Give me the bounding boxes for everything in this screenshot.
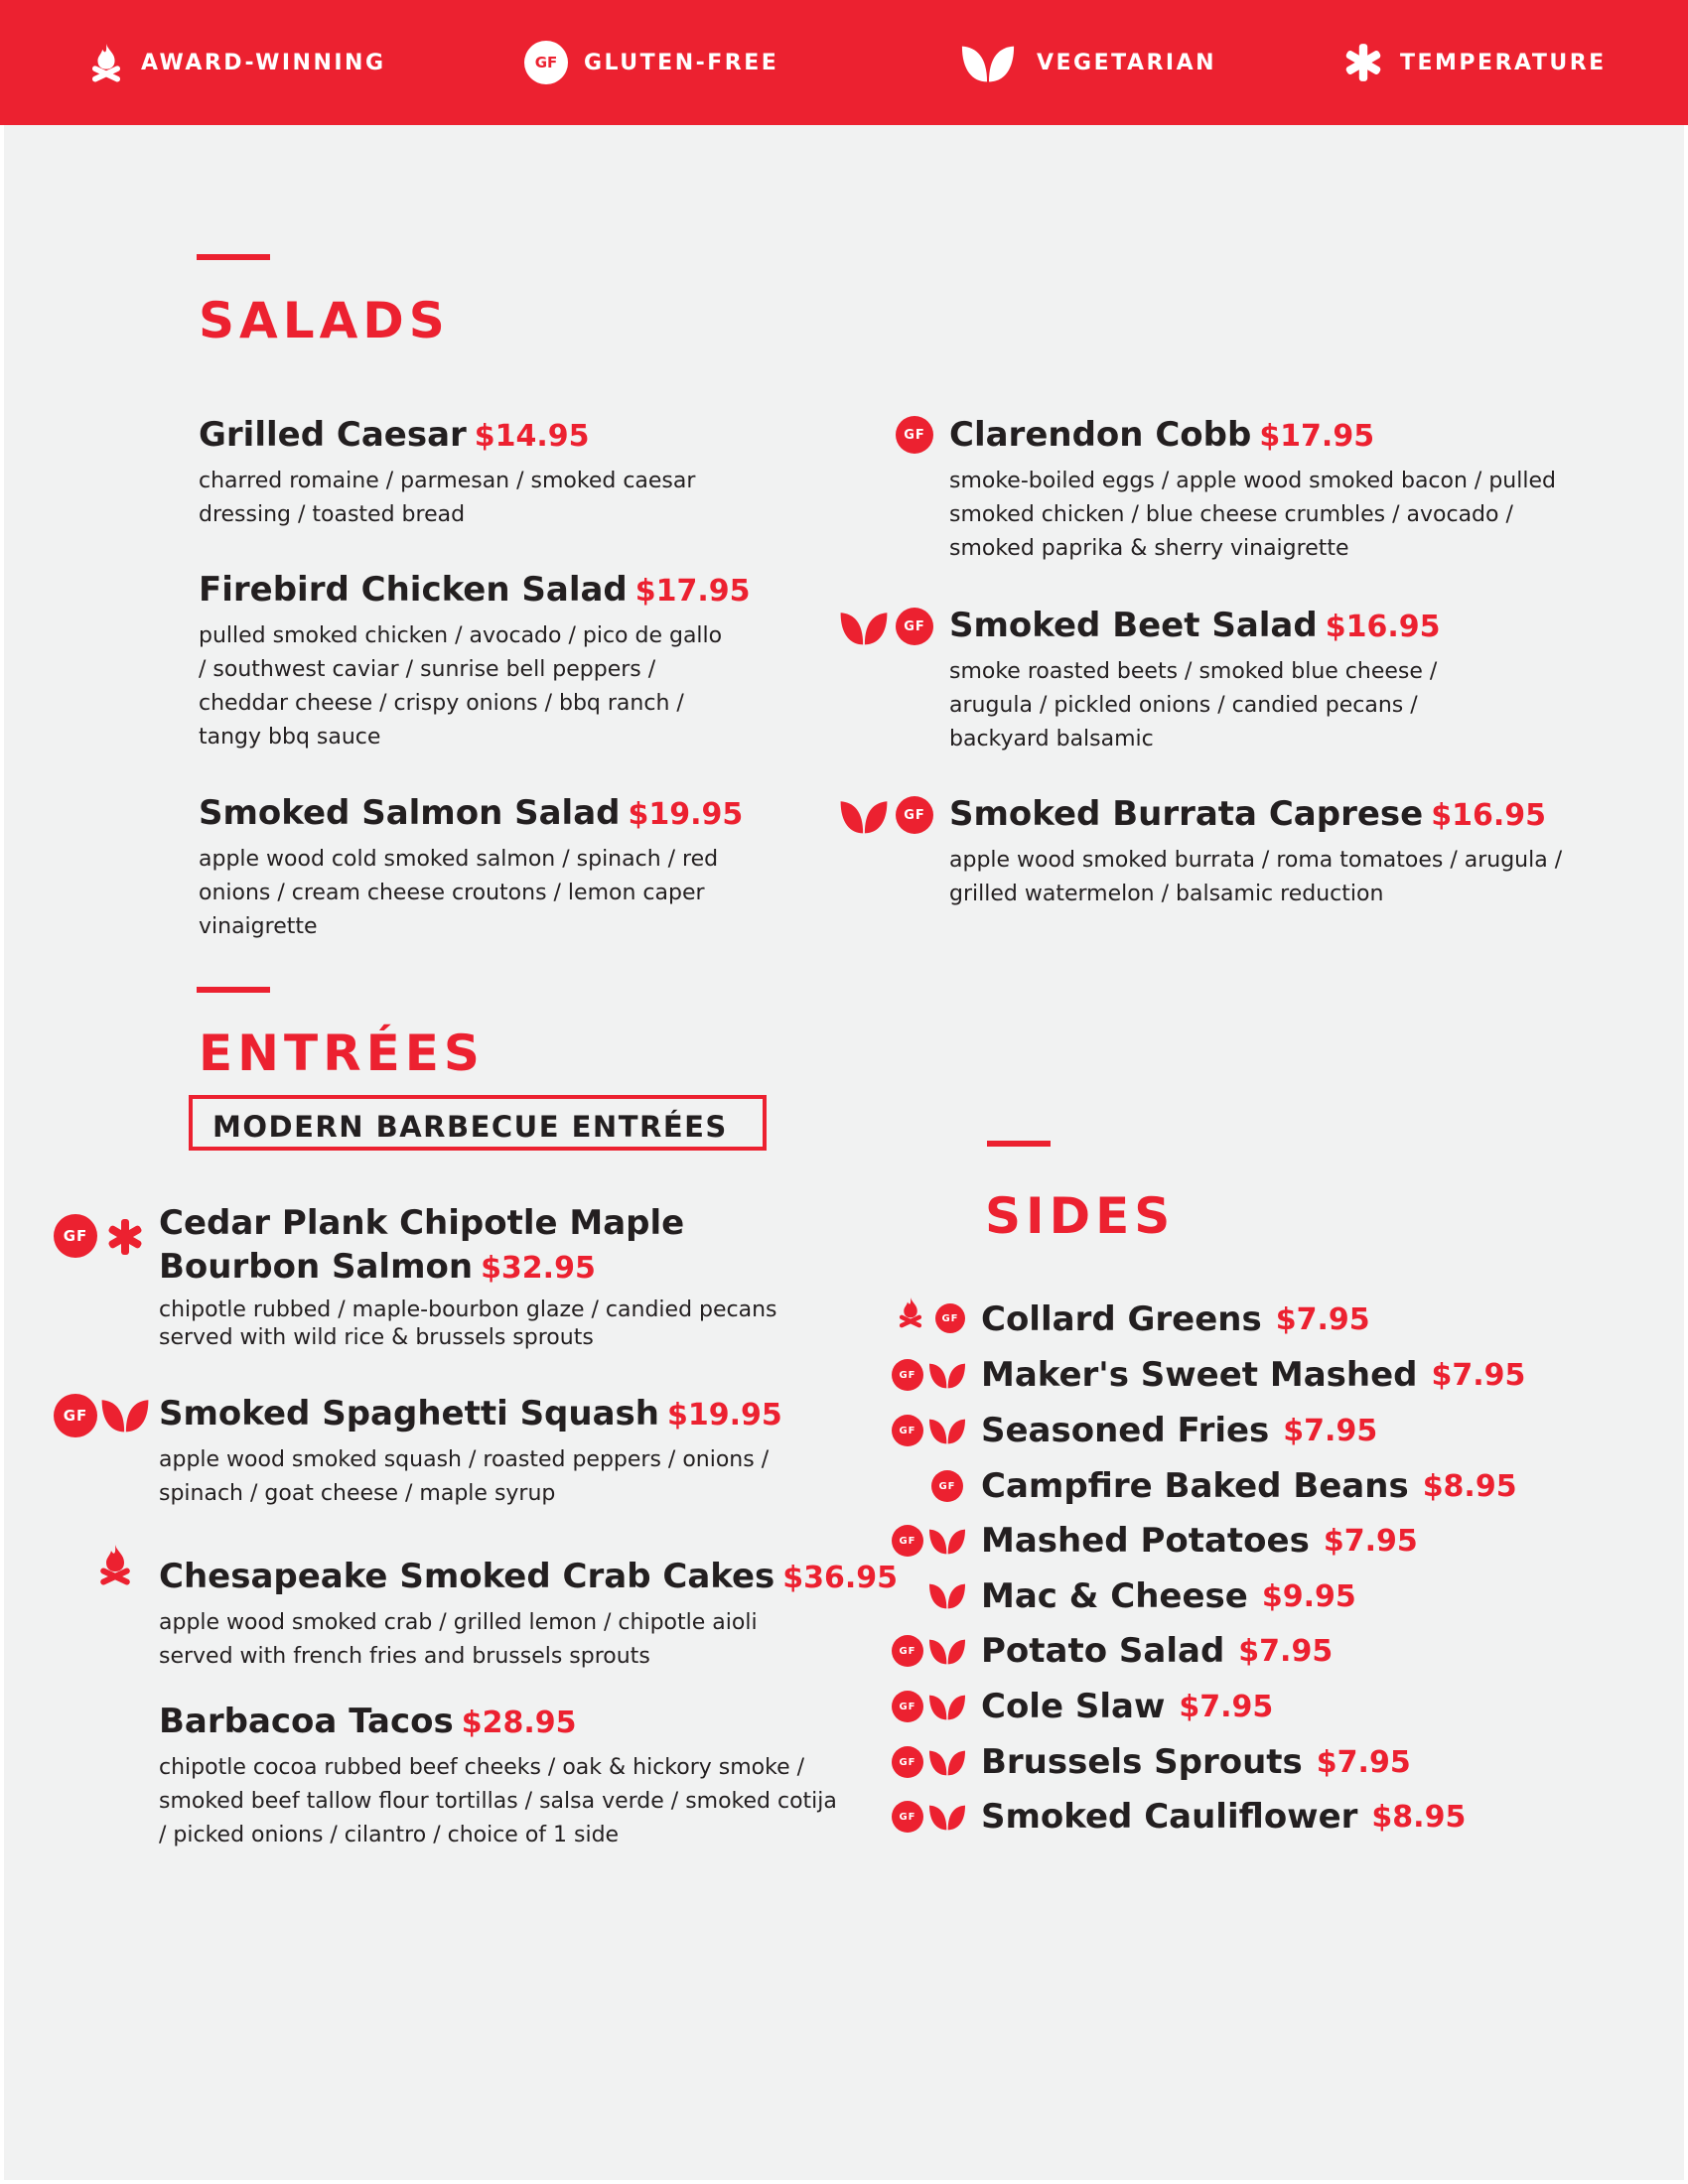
item-price: $7.95 xyxy=(1431,1357,1526,1393)
item-price: $7.95 xyxy=(1238,1633,1334,1669)
legend-label: VEGETARIAN xyxy=(1037,50,1217,75)
entrees-title: ENTRÉES xyxy=(199,1024,485,1082)
item-description: apple wood cold smoked salmon / spinach / red onions / cream cheese croutons / lemon caper vinaigrette xyxy=(199,847,719,939)
sides-title: SIDES xyxy=(985,1187,1176,1245)
item-name: Clarendon Cobb xyxy=(949,415,1252,455)
item-name: Potato Salad xyxy=(981,1631,1225,1671)
leaf-icon xyxy=(927,1636,967,1666)
legend-gluten-free xyxy=(524,0,778,125)
leaf-icon xyxy=(927,1526,967,1556)
item-price: $36.95 xyxy=(782,1561,899,1595)
menu-item-cedar-plank-salmon xyxy=(159,1201,844,1352)
side-item xyxy=(981,1685,1273,1728)
item-description: apple wood smoked burrata / roma tomatoes / arugula / grilled watermelon / balsamic reduction xyxy=(949,848,1563,906)
item-description: chipotle cocoa rubbed beef cheeks / oak & hickory smoke / smoked beef tallow flour tortillas / salsa verde / smoked cotija / picked onions / cilantro / choice of 1 side xyxy=(159,1755,837,1847)
leaf-icon xyxy=(99,1394,151,1435)
legend-label: AWARD-WINNING xyxy=(141,50,386,75)
side-item xyxy=(981,1297,1370,1341)
item-price: $16.95 xyxy=(1325,610,1441,644)
leaf-icon xyxy=(927,1802,967,1832)
gluten-free-icon: GF xyxy=(54,1214,97,1258)
leaf-icon xyxy=(927,1580,967,1610)
gluten-free-icon: GF xyxy=(524,41,568,84)
item-price: $19.95 xyxy=(667,1398,782,1433)
item-description: apple wood smoked squash / roasted peppers / onions / spinach / goat cheese / maple syrup xyxy=(159,1447,770,1506)
gluten-free-icon: GF xyxy=(892,1746,923,1778)
leaf-icon xyxy=(927,1692,967,1721)
item-price: $7.95 xyxy=(1283,1413,1378,1448)
item-name: Smoked Salmon Salad xyxy=(199,793,621,833)
item-name: Firebird Chicken Salad xyxy=(199,570,628,610)
leaf-icon xyxy=(959,41,1017,84)
campfire-icon xyxy=(87,41,125,84)
menu-item-smoked-spaghetti-squash xyxy=(159,1392,844,1511)
menu-item-smoked-beet-salad xyxy=(949,604,1565,756)
item-price: $7.95 xyxy=(1179,1689,1274,1724)
gluten-free-icon: GF xyxy=(54,1394,97,1437)
entrees-subheading-box xyxy=(189,1095,767,1151)
salads-title: SALADS xyxy=(199,292,450,349)
leaf-icon xyxy=(927,1747,967,1777)
gluten-free-icon: GF xyxy=(892,1359,923,1391)
item-price: $32.95 xyxy=(481,1251,596,1286)
item-name: Smoked Burrata Caprese xyxy=(949,794,1424,834)
gluten-free-icon: GF xyxy=(935,1303,965,1333)
legend-temperature xyxy=(1342,0,1607,125)
entrees-subheading: MODERN BARBECUE ENTRÉES xyxy=(212,1110,728,1144)
item-price: $8.95 xyxy=(1422,1468,1517,1504)
item-price: $7.95 xyxy=(1323,1523,1418,1559)
legend-vegetarian xyxy=(959,0,1216,125)
leaf-icon xyxy=(838,796,890,836)
item-description: apple wood smoked crab / grilled lemon / chipotle aioli served with french fries and brussels sprouts xyxy=(159,1610,758,1669)
menu-item-clarendon-cobb xyxy=(949,413,1565,566)
item-price: $8.95 xyxy=(1371,1799,1467,1835)
item-name: Smoked Beet Salad xyxy=(949,606,1318,645)
item-name: Cedar Plank Chipotle Maple Bourbon Salmon xyxy=(159,1203,685,1287)
gluten-free-icon: GF xyxy=(892,1525,923,1557)
side-item xyxy=(981,1629,1333,1673)
menu-item-barbacoa-tacos xyxy=(159,1700,844,1852)
gluten-free-icon: GF xyxy=(892,1801,923,1833)
gluten-free-icon: GF xyxy=(892,1415,923,1446)
gluten-free-icon: GF xyxy=(892,1691,923,1722)
side-item xyxy=(981,1574,1356,1618)
section-rule xyxy=(987,1141,1051,1147)
item-price: $7.95 xyxy=(1275,1301,1370,1337)
gluten-free-icon: GF xyxy=(896,796,933,834)
item-price: $17.95 xyxy=(634,574,751,609)
asterisk-icon xyxy=(1342,42,1384,83)
item-price: $14.95 xyxy=(474,419,590,454)
legend-label: TEMPERATURE xyxy=(1400,50,1607,75)
item-price: $19.95 xyxy=(628,797,744,832)
item-name: Mashed Potatoes xyxy=(981,1521,1310,1561)
asterisk-icon xyxy=(105,1217,145,1257)
item-name: Grilled Caesar xyxy=(199,415,467,455)
item-name: Smoked Cauliflower xyxy=(981,1797,1358,1837)
leaf-icon xyxy=(838,608,890,647)
menu-item-grilled-caesar xyxy=(199,413,755,532)
gluten-free-icon: GF xyxy=(896,608,933,645)
menu-item-firebird-chicken-salad xyxy=(199,568,755,754)
gluten-free-icon: GF xyxy=(892,1635,923,1667)
item-description: smoke roasted beets / smoked blue cheese / arugula / pickled onions / candied pecans / backyard balsamic xyxy=(949,659,1438,751)
item-name: Campfire Baked Beans xyxy=(981,1466,1409,1506)
side-item xyxy=(981,1740,1411,1784)
item-name: Collard Greens xyxy=(981,1299,1262,1339)
item-description: pulled smoked chicken / avocado / pico de gallo / southwest caviar / sunrise bell peppers / cheddar cheese / crispy onions / bbq ranch / tangy bbq sauce xyxy=(199,623,723,750)
side-item xyxy=(981,1353,1525,1397)
side-item xyxy=(981,1464,1517,1508)
item-name: Seasoned Fries xyxy=(981,1411,1270,1450)
item-price: $7.95 xyxy=(1316,1744,1411,1780)
legend-label: GLUTEN-FREE xyxy=(584,50,779,75)
campfire-icon xyxy=(95,1541,135,1588)
item-name: Cole Slaw xyxy=(981,1687,1166,1726)
menu-item-smoked-burrata-caprese xyxy=(949,792,1565,911)
menu-item-smoked-salmon-salad xyxy=(199,791,755,944)
gluten-free-icon: GF xyxy=(931,1470,963,1502)
gluten-free-icon: GF xyxy=(896,416,933,454)
side-item xyxy=(981,1519,1418,1563)
item-description: smoke-boiled eggs / apple wood smoked bacon / pulled smoked chicken / blue cheese crumbles / avocado / smoked paprika & sherry vinaigrette xyxy=(949,469,1556,561)
legend-award-winning xyxy=(87,0,386,125)
leaf-icon xyxy=(927,1416,967,1445)
item-name: Barbacoa Tacos xyxy=(159,1702,454,1741)
menu-item-chesapeake-crab-cakes xyxy=(159,1555,899,1674)
item-name: Chesapeake Smoked Crab Cakes xyxy=(159,1557,775,1596)
leaf-icon xyxy=(927,1360,967,1390)
item-name: Mac & Cheese xyxy=(981,1576,1248,1616)
item-price: $16.95 xyxy=(1431,798,1546,833)
item-name: Brussels Sprouts xyxy=(981,1742,1303,1782)
item-description: chipotle rubbed / maple-bourbon glaze / candied pecans served with wild rice & brussels sprouts xyxy=(159,1297,777,1350)
section-rule xyxy=(197,987,270,993)
side-item xyxy=(981,1795,1466,1839)
item-price: $9.95 xyxy=(1261,1578,1356,1614)
item-name: Maker's Sweet Mashed xyxy=(981,1355,1418,1395)
item-price: $17.95 xyxy=(1259,419,1375,454)
item-price: $28.95 xyxy=(461,1706,577,1740)
side-item xyxy=(981,1409,1377,1452)
campfire-icon xyxy=(896,1293,925,1332)
section-rule xyxy=(197,254,270,260)
item-description: charred romaine / parmesan / smoked caesar dressing / toasted bread xyxy=(199,469,696,527)
item-name: Smoked Spaghetti Squash xyxy=(159,1394,659,1433)
legend-bar xyxy=(0,0,1688,125)
